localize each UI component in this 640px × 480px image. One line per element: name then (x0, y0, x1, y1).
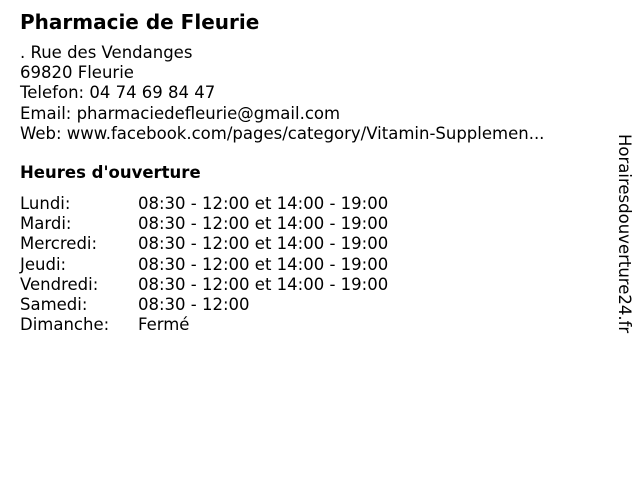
opening-hours-heading: Heures d'ouverture (20, 163, 201, 182)
web-text: Web: www.facebook.com/pages/category/Vitamin-Supplemen... (20, 123, 545, 143)
day-label: Mardi: (20, 214, 72, 234)
address-street: . Rue des Vendanges (20, 43, 193, 62)
time-value: 08:30 - 12:00 et 14:00 - 19:00 (138, 234, 389, 254)
time-value: 08:30 - 12:00 et 14:00 - 19:00 (138, 274, 389, 294)
address-city: 69820 Fleurie (20, 63, 134, 83)
time-value: 08:30 - 12:00 et 14:00 - 19:00 (138, 214, 389, 234)
day-label: Jeudi: (20, 254, 67, 274)
hours-row-saturday (20, 295, 388, 315)
day-label: Mercredi: (20, 234, 98, 254)
day-label: Dimanche: (20, 315, 110, 335)
day-label: Lundi: (20, 194, 71, 213)
page-title: Pharmacie de Fleurie (20, 10, 260, 34)
email-text: Email: pharmaciedefleurie@gmail.com (20, 103, 341, 123)
time-value: 08:30 - 12:00 et 14:00 - 19:00 (138, 254, 389, 274)
day-label: Samedi: (20, 294, 88, 314)
time-value: 08:30 - 12:00 (138, 294, 250, 314)
phone-text: Telefon: 04 74 69 84 47 (20, 83, 216, 103)
time-value: 08:30 - 12:00 et 14:00 - 19:00 (138, 194, 389, 213)
hours-row-friday (20, 275, 388, 295)
opening-hours-table (20, 194, 388, 335)
hours-row-monday (20, 194, 388, 214)
hours-row-tuesday (20, 214, 388, 234)
hours-row-wednesday (20, 234, 388, 254)
site-brand-text: Horairesdouverture24.fr (615, 134, 634, 334)
contact-info (20, 43, 544, 144)
hours-row-thursday (20, 255, 388, 275)
day-label: Vendredi: (20, 274, 99, 294)
hours-row-sunday (20, 315, 388, 335)
time-value: Fermé (138, 315, 190, 335)
